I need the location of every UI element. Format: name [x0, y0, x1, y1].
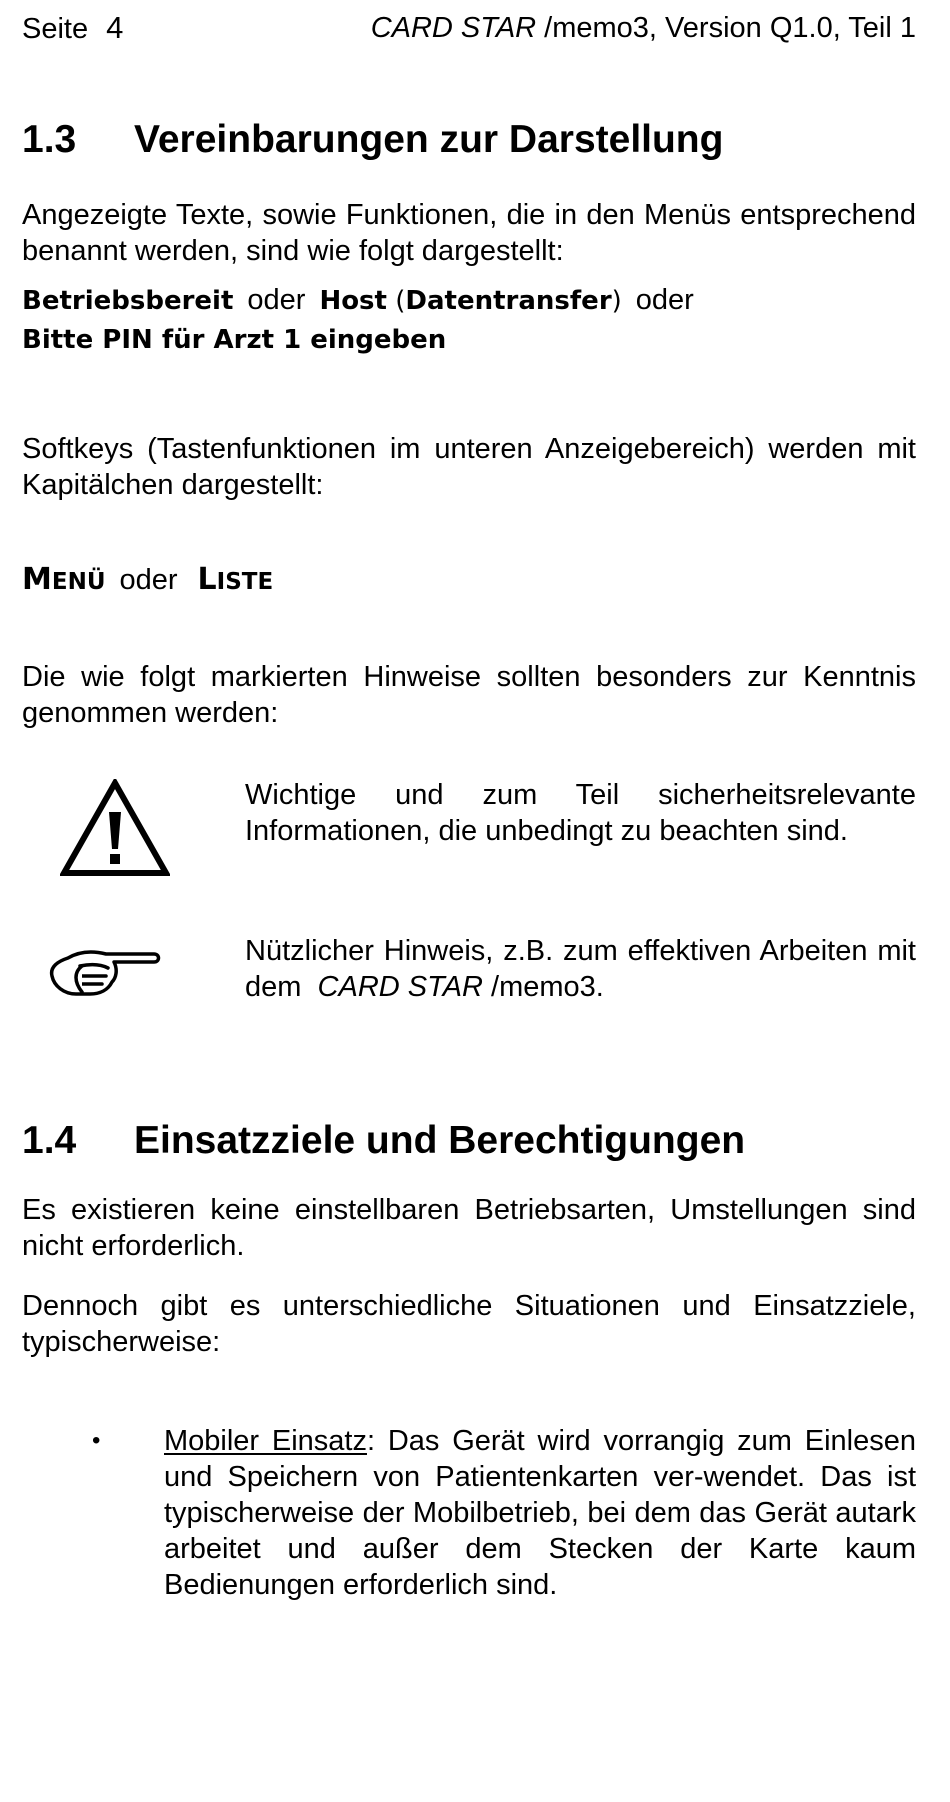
list-item-mobile-use: Mobiler Einsatz: Das Gerät wird vorrangig zum Einlesen und Speichern von Patientenkarten ver-wendet. Das ist typischerweise der Mobilbetrieb, bei dem das Gerät autark arbeitet und außer dem Stecken der Karte kaum Bedienungen erforderlich sind. — [164, 1425, 916, 1601]
tip-notice-text: Nützlicher Hinweis, z.B. zum effektiven Arbeiten mit dem CARD STAR /memo3. — [245, 935, 916, 1003]
display-conventions-intro: Angezeigte Texte, sowie Funktionen, die in den Menüs entsprechend benannt werden, sind wie folgt dargestellt: — [22, 199, 916, 267]
section-heading-1-4 — [22, 1117, 916, 1165]
document-page — [22, 0, 916, 1802]
section-number: 1.4 — [22, 1119, 77, 1162]
notices-intro: Die wie folgt markierten Hinweise sollten besonders zur Kenntnis genommen werden: — [22, 661, 916, 729]
example-betriebsbereit: Betriebsbereit — [22, 286, 234, 316]
section-title: Vereinbarungen zur Darstellung — [134, 118, 724, 161]
softkey-menue: MENÜ — [22, 562, 106, 597]
page-label: Seite 4 — [22, 10, 124, 45]
example-host: Host — [319, 286, 387, 316]
softkey-examples: MENÜ oder LISTE — [22, 562, 274, 597]
usage-scenarios-paragraph: Dennoch gibt es unterschiedliche Situationen und Einsatzziele, typischerweise: — [22, 1290, 916, 1358]
document-version: /memo3, Version Q1.0, Teil 1 — [544, 12, 916, 44]
section-number: 1.3 — [22, 118, 77, 161]
operating-modes-paragraph: Es existieren keine einstellbaren Betriebsarten, Umstellungen sind nicht erforderlich. — [22, 1194, 916, 1262]
softkeys-intro: Softkeys (Tastenfunktionen im unteren Anzeigebereich) werden mit Kapitälchen dargestellt: — [22, 433, 916, 501]
display-text-example-pin: Bitte PIN für Arzt 1 eingeben — [22, 325, 447, 355]
section-heading-1-3 — [22, 116, 916, 164]
list-item-term: Mobiler Einsatz — [164, 1425, 367, 1457]
running-header — [22, 8, 916, 48]
bullet-marker: • — [92, 1427, 101, 1454]
display-text-examples: Betriebsbereit oder Host (Datentransfer) oder — [22, 284, 694, 316]
pointing-hand-icon — [46, 948, 162, 1000]
warning-triangle-icon — [60, 779, 170, 877]
product-name: CARD STAR — [370, 12, 537, 44]
softkey-liste: LISTE — [197, 562, 274, 597]
page-number: 4 — [106, 10, 124, 45]
section-title: Einsatzziele und Berechtigungen — [134, 1119, 746, 1162]
document-title — [371, 8, 916, 48]
example-datentransfer: Datentransfer — [405, 286, 612, 316]
warning-notice-text: Wichtige und zum Teil sicherheitsrelevante Informationen, die unbedingt zu beachten sind. — [245, 779, 916, 847]
